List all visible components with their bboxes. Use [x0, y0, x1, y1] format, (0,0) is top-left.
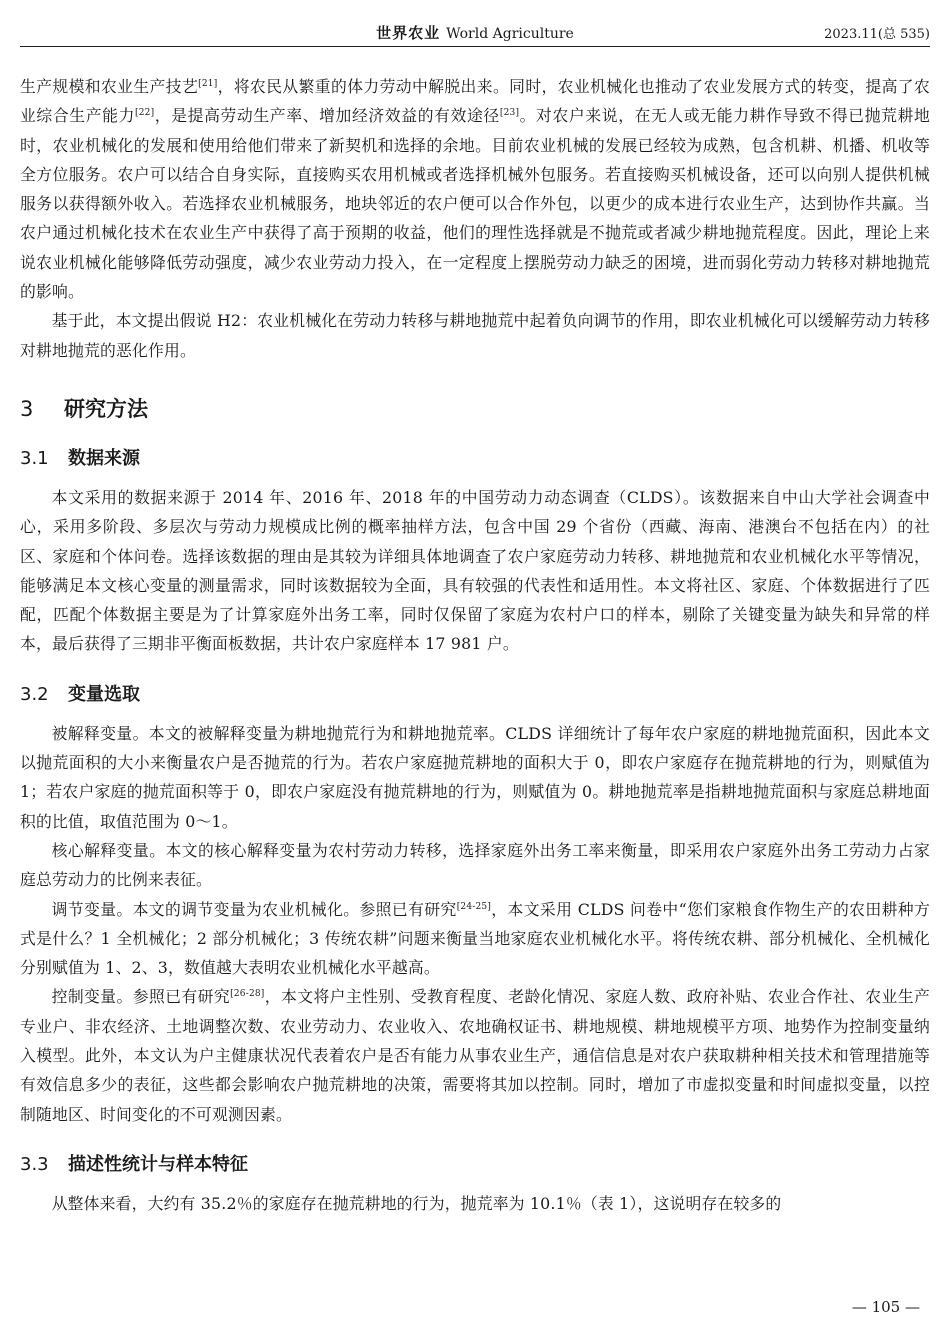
text-run: ，将农民从繁重的体力劳动中解脱出来。同时，农业机械化也推动了农业发展方式的转变，提高了农业综合生产能力 — [20, 77, 931, 126]
paragraph-mechanization-effect — [20, 72, 930, 306]
paragraph-descriptive-stats: 从整体来看，大约有 35.2％的家庭存在抛荒耕地的行为，抛荒率为 10.1％（表 1），这说明存在较多的 — [51, 1193, 782, 1213]
subsection-number: 3.2 — [20, 683, 49, 705]
paragraph-core-variable: 核心解释变量。本文的核心解释变量为农村劳动力转移，选择家庭外出务工率来衡量，即采用农户家庭外出务工劳动力占家庭总劳动力的比例来表征。 — [20, 840, 930, 890]
section-title: 研究方法 — [64, 396, 148, 421]
text-run: 控制变量。参照已有研究 — [51, 987, 231, 1007]
citation-ref: [21] — [198, 79, 218, 89]
citation-ref: [24-25] — [456, 901, 492, 912]
subsection-heading-3-1 — [20, 437, 930, 483]
article-body — [20, 72, 930, 1218]
subsection-title: 变量选取 — [68, 683, 140, 705]
subsection-number: 3.1 — [20, 447, 49, 469]
text-run: ，本文将户主性别、受教育程度、老龄化情况、家庭人数、政府补贴、农业合作社、农业生产专业户、非农经济、土地调整次数、农业劳动力、农业收入、农地确权证书、耕地规模、耕地规模平方项、地势作为控制变量纳入模型。此外，本文认为户主健康状况代表着农户是否有能力从事农业生产，通信信息是对农户获取耕种相关技术和管理措施等有效信息多少的表征，这些都会影响农户抛荒耕地的决策，需要将其加以控制。同时，增加了市虚拟变量和时间虚拟变量，以控制随地区、时间变化的不可观测因素。 — [20, 987, 930, 1124]
citation-ref: [26-28] — [230, 989, 265, 1000]
text-run: 生产规模和农业生产技艺 — [20, 77, 199, 96]
section-number: 3 — [20, 396, 34, 421]
running-header — [20, 22, 930, 47]
text-run: ，本文采用 CLDS 问卷中“您们家粮食作物生产的农田耕种方式是什么？1 全机械化；2 部分机械化；3 传统农耕”问题来衡量当地家庭农业机械化水平。将传统农耕、部分机械化、全机械化分别赋值为 1、2、3，数值越大表明农业机械化水平越高。 — [20, 899, 930, 978]
paragraph-control-variables — [20, 982, 930, 1128]
subsection-title: 数据来源 — [68, 447, 140, 469]
journal-name-cn: 世界农业 — [376, 24, 441, 42]
paragraph-data-source: 本文采用的数据来源于 2014 年、2016 年、2018 年的中国劳动力动态调查（CLDS）。该数据来自中山大学社会调查中心，采用多阶段、多层次与劳动力规模成比例的概率抽样方法，包含中国 29 个省份（西藏、海南、港澳台不包括在内）的社区、家庭和个体问卷。选择该数据的理由是其较为详细具体地调查了农户家庭劳动力转移、耕地抛荒和农业机械化水平等情况，能够满足本文核心变量的测量需求，同时该数据较为全面，具有较强的代表性和适用性。本文将社区、家庭、个体数据进行了匹配，匹配个体数据主要是为了计算家庭外出务工率，同时仅保留了家庭为农村户口的样本，剔除了关键变量为缺失和异常的样本，最后获得了三期非平衡面板数据，共计农户家庭样本 17 981 户。 — [20, 487, 930, 654]
page-number: — 105 — — [851, 1298, 920, 1316]
journal-title — [376, 22, 574, 43]
issue-number: 2023.11(总 535) — [824, 27, 930, 42]
subsection-title: 描述性统计与样本特征 — [68, 1153, 248, 1175]
subsection-heading-3-2 — [20, 673, 930, 719]
citation-ref: [22] — [135, 108, 155, 119]
citation-ref: [23] — [499, 108, 520, 119]
subsection-number: 3.3 — [20, 1153, 49, 1175]
paragraph-hypothesis-h2: 基于此，本文提出假说 H2：农业机械化在劳动力转移与耕地抛荒中起着负向调节的作用，即农业机械化可以缓解劳动力转移对耕地抛荒的恶化作用。 — [20, 311, 930, 360]
text-run: ，是提高劳动生产率、增加经济效益的有效途径 — [154, 106, 500, 126]
paragraph-dependent-variable: 被解释变量。本文的被解释变量为耕地抛荒行为和耕地抛荒率。CLDS 详细统计了每年农户家庭的耕地抛荒面积，因此本文以抛荒面积的大小来衡量农户是否抛荒的行为。若农户家庭抛荒耕地的面积大于 0，即农户家庭存在抛荒耕地的行为，则赋值为 1；若农户家庭的抛荒面积等于 0，即农户家庭没有抛荒耕地的行为，则赋值为 0。耕地抛荒率是指耕地抛荒面积与家庭总耕地面积的比值，取值范围为 0～1。 — [20, 723, 930, 831]
text-run: 调节变量。本文的调节变量为农业机械化。参照已有研究 — [51, 899, 457, 919]
subsection-heading-3-3 — [20, 1143, 930, 1189]
paragraph-moderating-variable — [20, 895, 930, 983]
text-run: 。对农户来说，在无人或无能力耕作导致不得已抛荒耕地时，农业机械化的发展和使用给他们带来了新契机和选择的余地。目前农业机械的发展已经较为成熟，包含机耕、机播、机收等全方位服务。农户可以结合自身实际，直接购买农用机械或者选择机械外包服务。若直接购买机械设备，还可以向别人提供机械服务以获得额外收入。若选择农业机械服务，地块邻近的农户便可以合作外包，以更少的成本进行农业生产，达到协作共赢。当农户通过机械化技术在农业生产中获得了高于预期的收益，他们的理性选择就是不抛荒或者减少耕地抛荒程度。因此，理论上来说农业机械化能够降低劳动强度，减少农业劳动力投入，在一定程度上摆脱劳动力缺乏的困境，进而弱化劳动力转移对耕地抛荒的影响。 — [20, 106, 930, 302]
section-heading-3 — [20, 381, 930, 437]
journal-name-en: World Agriculture — [446, 26, 574, 42]
